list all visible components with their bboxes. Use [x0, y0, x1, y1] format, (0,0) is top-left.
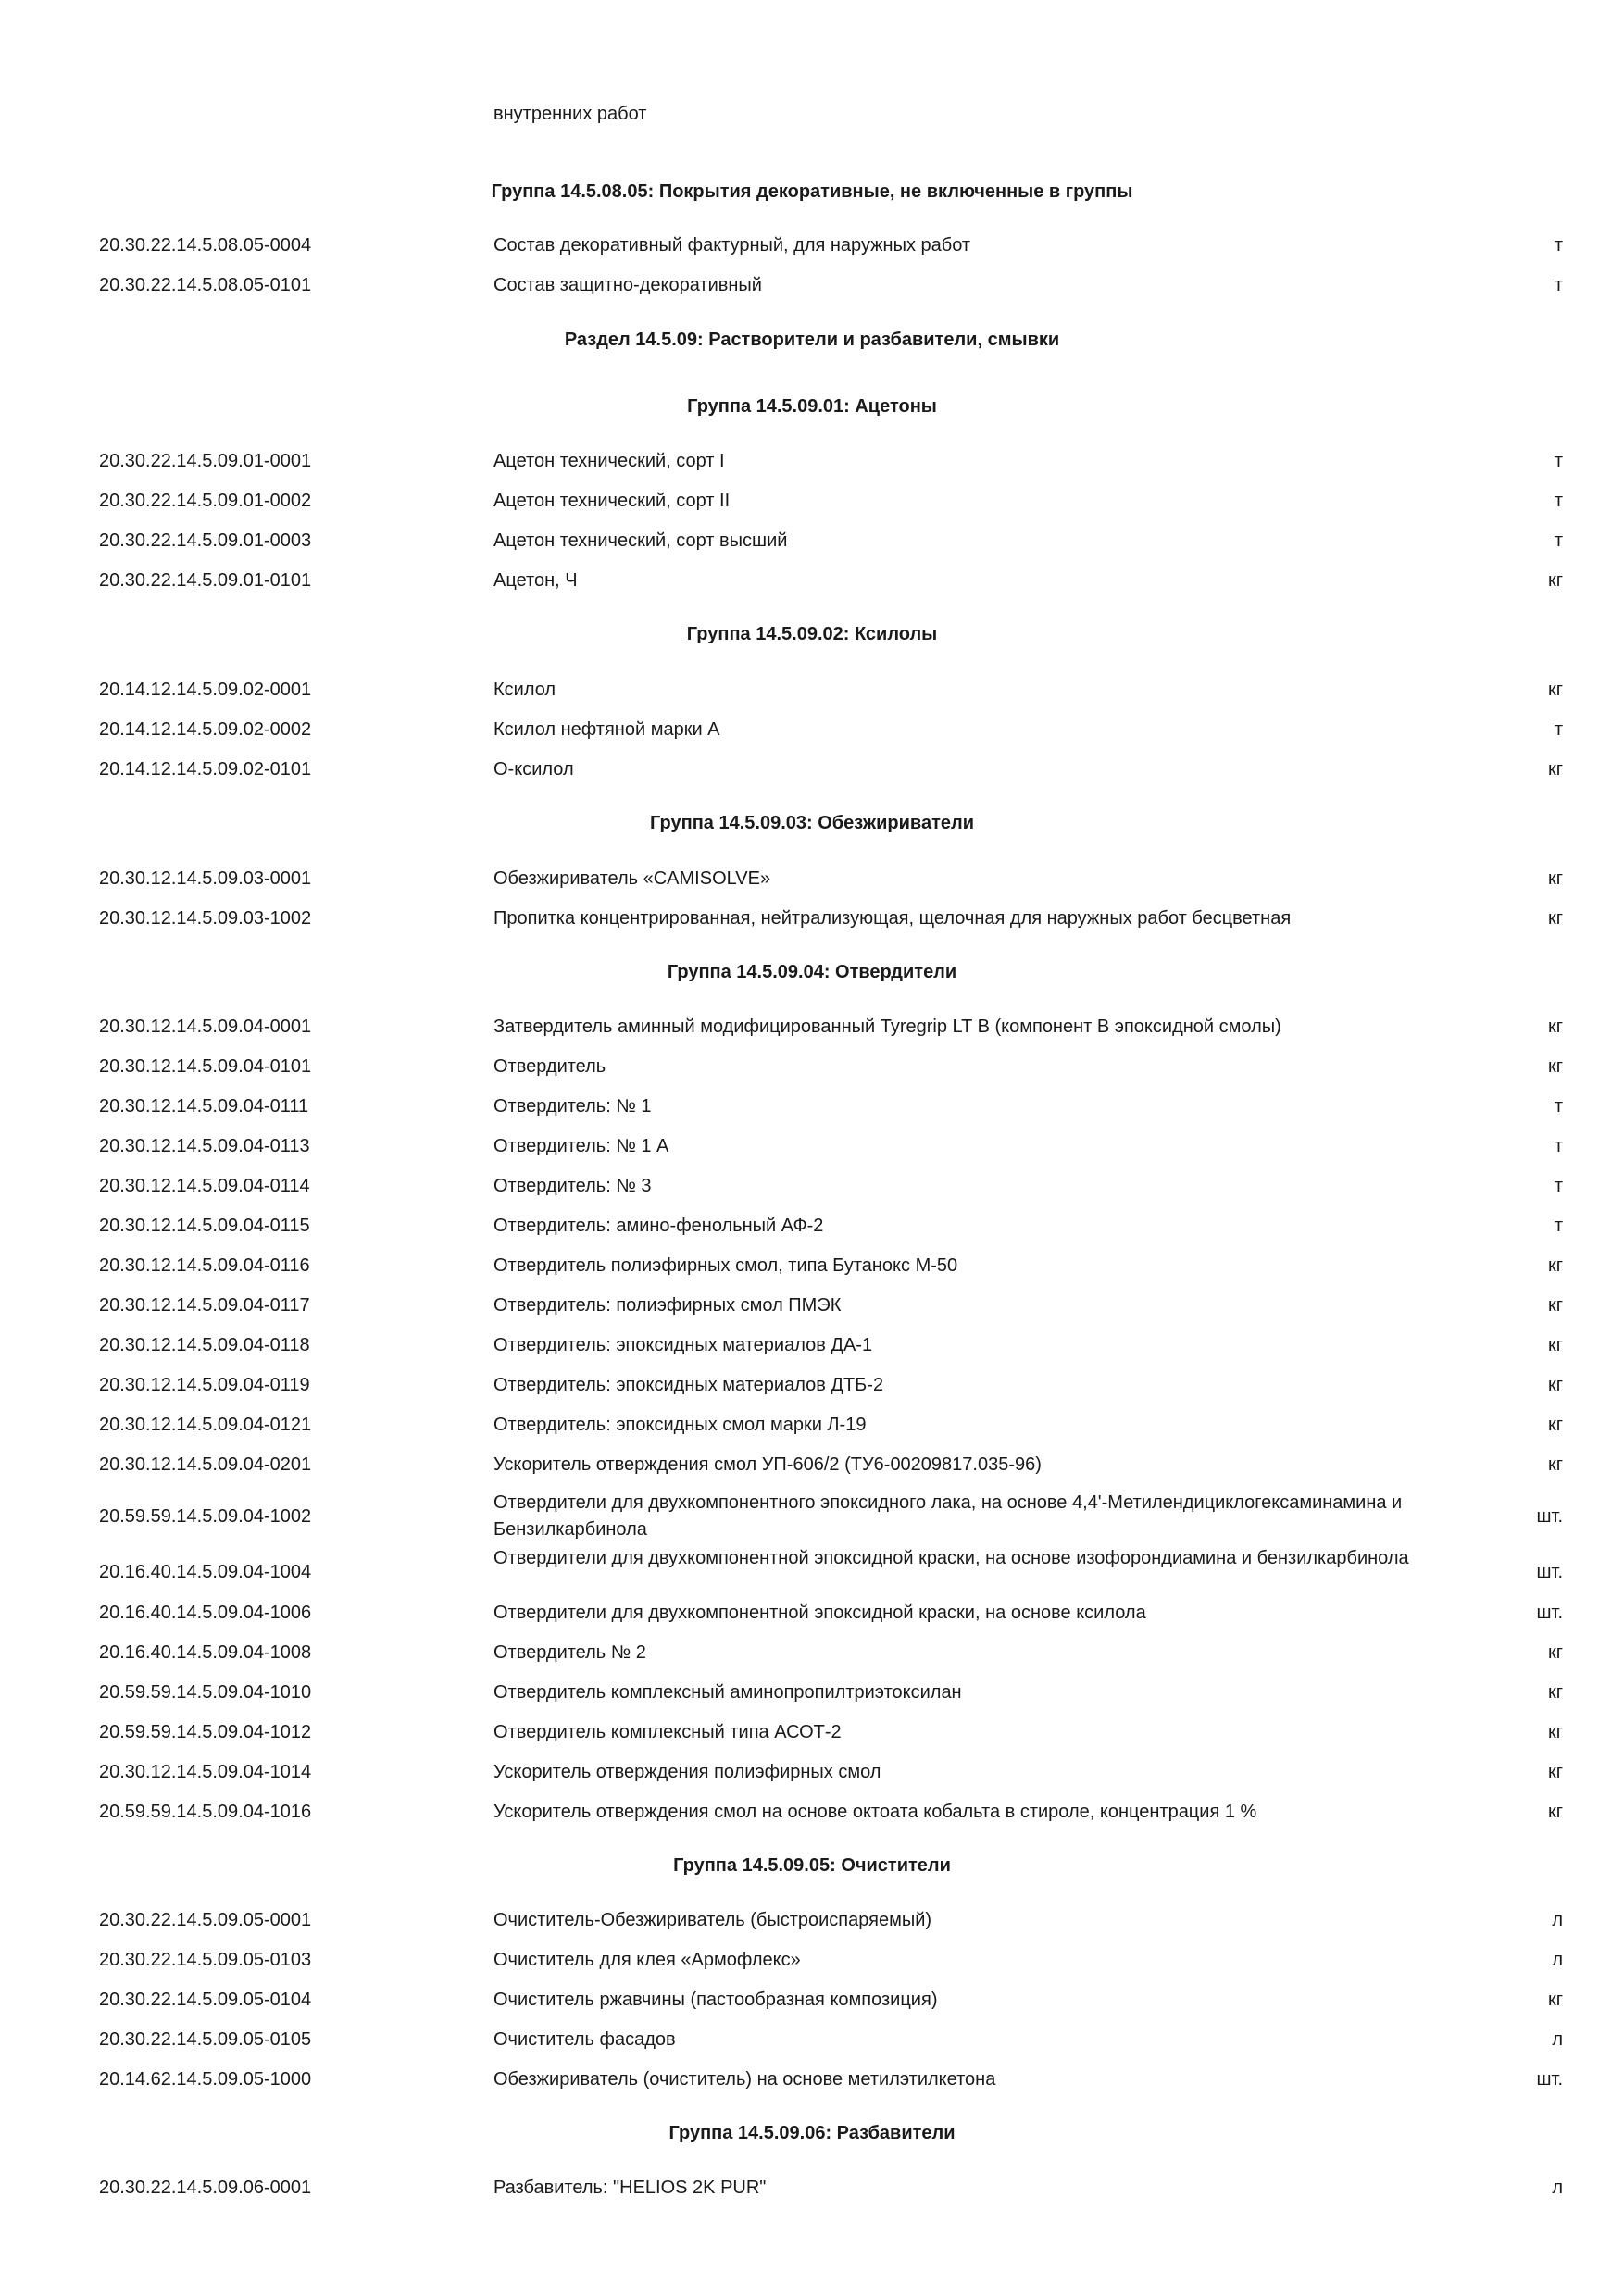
- resource-code: 20.30.22.14.5.09.05-0103: [99, 1950, 312, 1970]
- unit-of-measure: кг: [1547, 1642, 1563, 1663]
- resource-code: 20.30.12.14.5.09.04-0119: [99, 1375, 310, 1395]
- unit-of-measure: кг: [1547, 1802, 1563, 1822]
- resource-name: Очиститель для клея «Армофлекс»: [493, 1950, 801, 1970]
- resource-name: Отвердитель: № 1 А: [493, 1136, 669, 1156]
- unit-of-measure: шт.: [1536, 1562, 1563, 1582]
- resource-name: Отвердитель: № 1: [493, 1096, 652, 1117]
- resource-name: Ускоритель отверждения смол УП-606/2 (ТУ6-00209817.035-96): [493, 1454, 1042, 1475]
- resource-code: 20.16.40.14.5.09.04-1004: [99, 1562, 312, 1582]
- resource-code: 20.30.22.14.5.09.01-0003: [99, 530, 312, 551]
- table-row: [0, 1172, 1624, 1200]
- resource-name: Ацетон, Ч: [493, 570, 578, 591]
- resource-code: 20.30.12.14.5.09.04-1014: [99, 1762, 312, 1782]
- resource-name: Ускоритель отверждения смол на основе октоата кобальта в стироле, концентрация 1 %: [493, 1802, 1257, 1822]
- resource-code: 20.30.22.14.5.09.05-0105: [99, 2029, 312, 2050]
- resource-code: 20.16.40.14.5.09.04-1006: [99, 1603, 312, 1623]
- unit-of-measure: кг: [1547, 570, 1563, 591]
- unit-of-measure: т: [1554, 719, 1563, 740]
- unit-of-measure: кг: [1547, 1722, 1563, 1742]
- resource-name: Отвердители для двухкомпонентного эпоксидного лака, на основе 4,4'-Метилендициклогексаминамина и Бензилкарбинола: [493, 1492, 1403, 1540]
- group-heading: Группа 14.5.09.01: Ацетоны: [687, 396, 937, 417]
- resource-name: Ксилол нефтяной марки А: [493, 719, 720, 740]
- resource-name: Отвердитель полиэфирных смол, типа Бутанокс М-50: [493, 1255, 958, 1276]
- resource-code: 20.59.59.14.5.09.04-1012: [99, 1722, 312, 1742]
- group-heading: Группа 14.5.09.06: Разбавители: [668, 2123, 956, 2143]
- resource-code: 20.59.59.14.5.09.04-1010: [99, 1682, 312, 1703]
- table-row: [0, 1371, 1624, 1399]
- resource-name: Отвердители для двухкомпонентной эпоксидной краски, на основе изофорондиамина и бензилкарбинола: [493, 1548, 1409, 1568]
- table-row: [0, 1490, 1624, 1545]
- unit-of-measure: кг: [1547, 1295, 1563, 1316]
- unit-of-measure: л: [1552, 2177, 1563, 2198]
- resource-name: Отвердитель: полиэфирных смол ПМЭК: [493, 1295, 842, 1316]
- resource-code: 20.30.22.14.5.08.05-0004: [99, 235, 312, 256]
- resource-name: Отвердитель: № 3: [493, 1176, 652, 1196]
- resource-name: Пропитка концентрированная, нейтрализующая, щелочная для наружных работ бесцветная: [493, 908, 1292, 929]
- resource-name: Отвердители для двухкомпонентной эпоксидной краски, на основе ксилола: [493, 1603, 1146, 1623]
- group-heading: Группа 14.5.09.04: Отвердители: [667, 962, 957, 982]
- unit-of-measure: т: [1554, 530, 1563, 551]
- resource-name: Отвердитель комплексный типа АСОТ-2: [493, 1722, 842, 1742]
- resource-code: 20.59.59.14.5.09.04-1002: [99, 1506, 312, 1527]
- table-row: [0, 905, 1624, 932]
- resource-name: Обезжириватель «CAMISOLVE»: [493, 868, 771, 889]
- table-row: [0, 231, 1624, 259]
- table-row: [0, 487, 1624, 515]
- table-row: [0, 271, 1624, 299]
- unit-of-measure: л: [1552, 1910, 1563, 1930]
- unit-of-measure: т: [1554, 275, 1563, 295]
- resource-name: Ксилол: [493, 680, 556, 700]
- table-row: [0, 1252, 1624, 1279]
- table-row: [0, 1986, 1624, 2014]
- table-row: [0, 1092, 1624, 1120]
- unit-of-measure: кг: [1547, 1375, 1563, 1395]
- table-row: [0, 1292, 1624, 1319]
- unit-of-measure: кг: [1547, 680, 1563, 700]
- resource-code: 20.30.12.14.5.09.04-0116: [99, 1255, 310, 1276]
- resource-name: О-ксилол: [493, 759, 574, 780]
- table-row: [0, 2174, 1624, 2202]
- table-row: [0, 1639, 1624, 1666]
- resource-name: Отвердитель: эпоксидных смол марки Л-19: [493, 1415, 867, 1435]
- resource-code: 20.30.12.14.5.09.04-0115: [99, 1216, 310, 1236]
- table-row: [0, 447, 1624, 475]
- table-row: [0, 2026, 1624, 2053]
- table-row: [0, 1718, 1624, 1746]
- resource-code: 20.30.12.14.5.09.04-0113: [99, 1136, 310, 1156]
- table-row: [0, 1599, 1624, 1627]
- unit-of-measure: т: [1554, 235, 1563, 256]
- unit-of-measure: т: [1554, 1216, 1563, 1236]
- resource-name: Ацетон технический, сорт I: [493, 451, 725, 471]
- section-heading: Раздел 14.5.09: Растворители и разбавители, смывки: [564, 330, 1060, 350]
- unit-of-measure: шт.: [1536, 1506, 1563, 1527]
- resource-name: Состав декоративный фактурный, для наружных работ: [493, 235, 971, 256]
- unit-of-measure: кг: [1547, 908, 1563, 929]
- table-row: [0, 676, 1624, 704]
- resource-name: Очиститель-Обезжириватель (быстроиспаряемый): [493, 1910, 932, 1930]
- table-row: [0, 1053, 1624, 1080]
- table-row: [0, 1013, 1624, 1041]
- resource-code: 20.30.22.14.5.09.01-0101: [99, 570, 312, 591]
- unit-of-measure: кг: [1547, 1990, 1563, 2010]
- resource-name: Разбавитель: "HELIOS 2K PUR": [493, 2177, 767, 2198]
- group-heading: Группа 14.5.09.05: Очистители: [673, 1855, 951, 1876]
- table-row: [0, 755, 1624, 783]
- unit-of-measure: кг: [1547, 1415, 1563, 1435]
- resource-name: Ацетон технический, сорт II: [493, 491, 731, 511]
- resource-code: 20.14.12.14.5.09.02-0101: [99, 759, 312, 780]
- resource-code: 20.30.12.14.5.09.04-0114: [99, 1176, 310, 1196]
- table-row: [0, 1331, 1624, 1359]
- resource-code: 20.30.22.14.5.09.05-0001: [99, 1910, 312, 1930]
- resource-code: 20.30.12.14.5.09.04-0111: [99, 1096, 309, 1117]
- unit-of-measure: кг: [1547, 1682, 1563, 1703]
- resource-code: 20.30.12.14.5.09.04-0117: [99, 1295, 310, 1316]
- unit-of-measure: кг: [1547, 1762, 1563, 1782]
- resource-code: 20.30.12.14.5.09.04-0118: [99, 1335, 310, 1355]
- continuation-text: внутренних работ: [493, 104, 647, 124]
- resource-name: Затвердитель аминный модифицированный Tyregrip LT B (компонент В эпоксидной смолы): [493, 1017, 1281, 1037]
- resource-code: 20.30.22.14.5.08.05-0101: [99, 275, 312, 295]
- resource-code: 20.30.22.14.5.09.06-0001: [99, 2177, 312, 2198]
- unit-of-measure: шт.: [1536, 2069, 1563, 2090]
- unit-of-measure: кг: [1547, 1017, 1563, 1037]
- resource-code: 20.30.12.14.5.09.04-0101: [99, 1056, 312, 1077]
- resource-code: 20.30.12.14.5.09.04-0001: [99, 1017, 312, 1037]
- table-row: [0, 527, 1624, 555]
- unit-of-measure: т: [1554, 1136, 1563, 1156]
- unit-of-measure: шт.: [1536, 1603, 1563, 1623]
- resource-name: Отвердитель № 2: [493, 1642, 646, 1663]
- unit-of-measure: кг: [1547, 1255, 1563, 1276]
- resource-name: Обезжириватель (очиститель) на основе метилэтилкетона: [493, 2069, 996, 2090]
- table-row: [0, 865, 1624, 892]
- unit-of-measure: т: [1554, 491, 1563, 511]
- resource-code: 20.30.12.14.5.09.04-0201: [99, 1454, 312, 1475]
- table-row: [0, 1946, 1624, 1974]
- resource-name: Ускоритель отверждения полиэфирных смол: [493, 1762, 881, 1782]
- resource-code: 20.14.12.14.5.09.02-0001: [99, 680, 312, 700]
- resource-code: 20.30.22.14.5.09.01-0002: [99, 491, 312, 511]
- table-row: [0, 1132, 1624, 1160]
- resource-name: Отвердитель: амино-фенольный АФ-2: [493, 1216, 824, 1236]
- resource-name: Отвердитель: [493, 1056, 606, 1077]
- resource-code: 20.30.12.14.5.09.03-1002: [99, 908, 312, 929]
- resource-name: Ацетон технический, сорт высший: [493, 530, 788, 551]
- resource-code: 20.30.12.14.5.09.04-0121: [99, 1415, 312, 1435]
- resource-code: 20.16.40.14.5.09.04-1008: [99, 1642, 312, 1663]
- unit-of-measure: кг: [1547, 759, 1563, 780]
- table-row: [0, 1545, 1624, 1601]
- resource-code: 20.14.12.14.5.09.02-0002: [99, 719, 312, 740]
- unit-of-measure: кг: [1547, 1454, 1563, 1475]
- resource-code: 20.59.59.14.5.09.04-1016: [99, 1802, 312, 1822]
- resource-name: Очиститель ржавчины (пастообразная композиция): [493, 1990, 938, 2010]
- unit-of-measure: кг: [1547, 1335, 1563, 1355]
- group-heading: Группа 14.5.08.05: Покрытия декоративные, не включенные в группы: [491, 181, 1133, 202]
- table-row: [0, 1212, 1624, 1240]
- resource-code: 20.30.12.14.5.09.03-0001: [99, 868, 312, 889]
- table-row: [0, 1678, 1624, 1706]
- unit-of-measure: кг: [1547, 868, 1563, 889]
- table-row: [0, 1906, 1624, 1934]
- table-row: [0, 1411, 1624, 1439]
- table-row: [0, 716, 1624, 743]
- group-heading: Группа 14.5.09.02: Ксилолы: [686, 624, 938, 644]
- resource-name: Очиститель фасадов: [493, 2029, 676, 2050]
- unit-of-measure: т: [1554, 1176, 1563, 1196]
- resource-code: 20.30.22.14.5.09.01-0001: [99, 451, 312, 471]
- unit-of-measure: т: [1554, 1096, 1563, 1117]
- resource-name: Отвердитель: эпоксидных материалов ДТБ-2: [493, 1375, 884, 1395]
- unit-of-measure: л: [1552, 1950, 1563, 1970]
- table-row: [0, 1798, 1624, 1826]
- resource-name: Состав защитно-декоративный: [493, 275, 762, 295]
- table-row: [0, 1451, 1624, 1479]
- resource-code: 20.30.22.14.5.09.05-0104: [99, 1990, 312, 2010]
- group-heading: Группа 14.5.09.03: Обезжириватели: [649, 813, 974, 833]
- unit-of-measure: л: [1552, 2029, 1563, 2050]
- resource-name: Отвердитель: эпоксидных материалов ДА-1: [493, 1335, 873, 1355]
- table-row: [0, 567, 1624, 594]
- unit-of-measure: т: [1554, 451, 1563, 471]
- unit-of-measure: кг: [1547, 1056, 1563, 1077]
- table-row: [0, 2065, 1624, 2093]
- resource-name: Отвердитель комплексный аминопропилтриэтоксилан: [493, 1682, 962, 1703]
- table-row: [0, 1758, 1624, 1786]
- resource-code: 20.14.62.14.5.09.05-1000: [99, 2069, 312, 2090]
